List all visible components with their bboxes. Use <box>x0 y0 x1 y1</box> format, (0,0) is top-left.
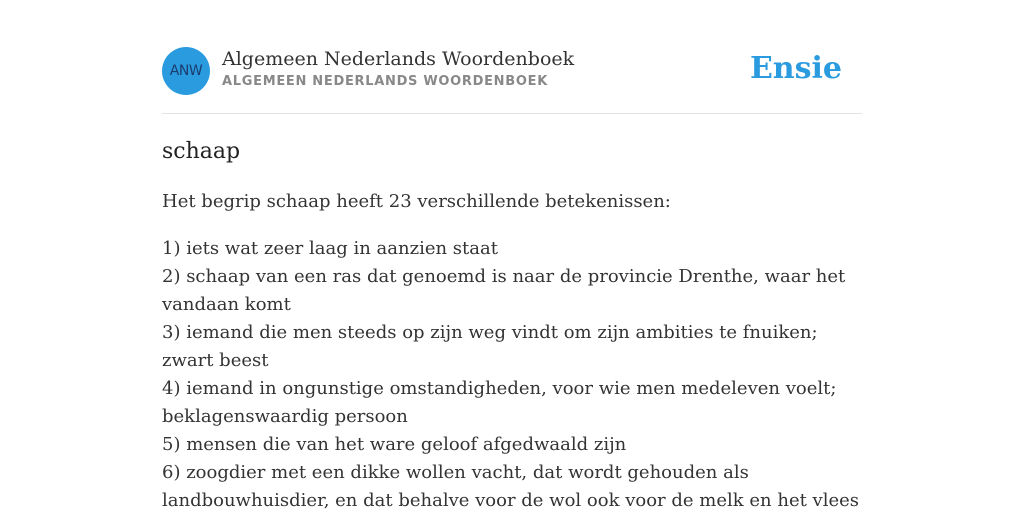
definition-item: 5) mensen die van het ware geloof afgedwaald zijn <box>162 434 627 455</box>
definition-item: 3) iemand die men steeds op zijn weg vindt om zijn ambities te fnuiken; zwart beest <box>162 322 818 371</box>
definition-list <box>162 235 862 512</box>
site-title[interactable]: Algemeen Nederlands Woordenboek <box>222 48 575 70</box>
definition-item: 6) zoogdier met een dikke wollen vacht, dat wordt gehouden als landbouwhuisdier, en dat behalve voor de wol ook voor de melk en het vlees <box>162 462 860 511</box>
entry-content <box>162 136 862 512</box>
header-divider <box>162 113 862 114</box>
definition-item: 1) iets wat zeer laag in aanzien staat <box>162 238 498 259</box>
ensie-brand-logo[interactable]: Ensie <box>749 51 842 86</box>
entry-word-title: schaap <box>162 139 241 164</box>
site-subtitle: ALGEMEEN NEDERLANDS WOORDENBOEK <box>222 74 548 89</box>
definition-item: 2) schaap van een ras dat genoemd is naar de provincie Drenthe, waar het vandaan komt <box>162 266 846 315</box>
site-header <box>162 47 862 95</box>
definition-item: 4) iemand in ongunstige omstandigheden, voor wie men medeleven voelt; beklagenswaardig persoon <box>162 378 837 427</box>
logo-text: ANW <box>169 63 203 79</box>
anw-logo[interactable] <box>162 47 210 95</box>
entry-intro: Het begrip schaap heeft 23 verschillende betekenissen: <box>162 191 671 212</box>
